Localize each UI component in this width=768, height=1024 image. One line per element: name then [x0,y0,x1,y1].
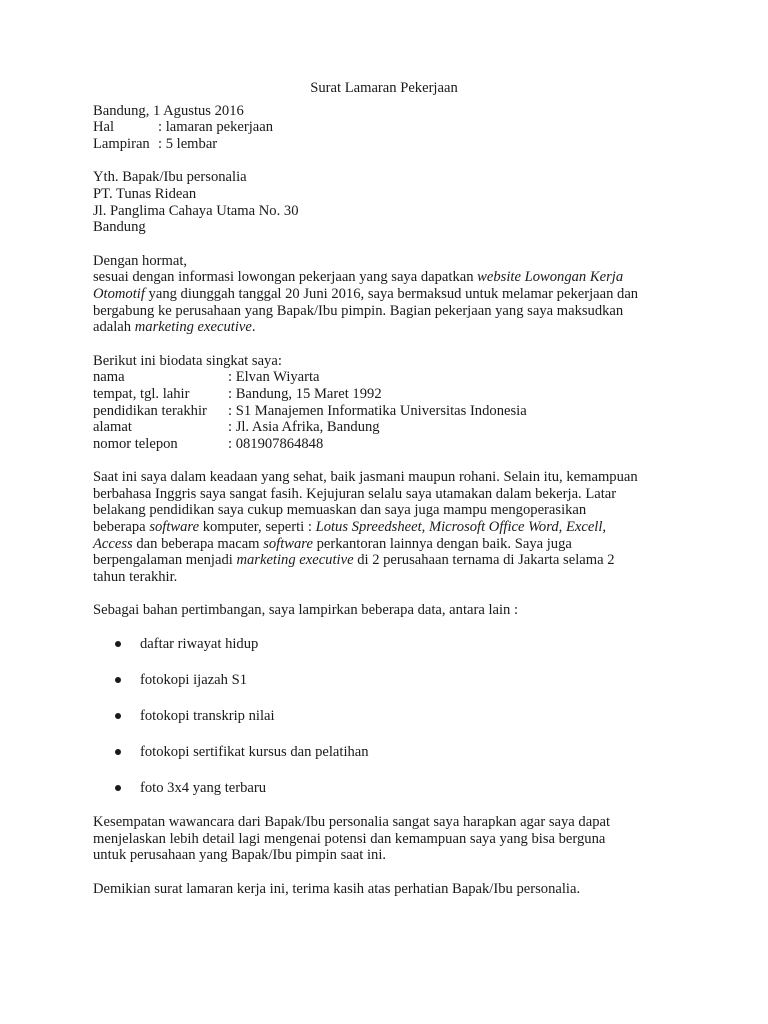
attachments-intro: Sebagai bahan pertimbangan, saya lampirkan beberapa data, antara lain : [93,602,519,619]
attachment-count-value: : 5 lembar [158,135,218,152]
text-run: Saat ini saya dalam keadaan yang sehat, baik jasmani maupun rohani. Selain itu, kemampuan [93,469,638,486]
text-run: berpengalaman menjadi [93,552,237,569]
text-run: , [421,519,429,536]
recipient-line: PT. Tunas Ridean [93,185,197,202]
recipient-line: Bandung [93,219,146,236]
list-item-label: foto 3x4 yang terbaru [140,779,267,796]
text-run: bergabung ke perusahaan yang Bapak/Ibu pimpin. Bagian pekerjaan yang saya maksudkan [93,302,624,319]
text-run: berbahasa Inggris saya sangat fasih. Kejujuran selalu saya utamakan dalam bekerja. Latar [93,485,617,502]
text-run: belakang pendidikan saya cukup memuaskan dan saya juga mampu mengoperasikan [93,502,587,519]
biodata-row [93,403,708,420]
recipient-line: Yth. Bapak/Ibu personalia [93,169,247,186]
text-run: sesuai dengan informasi lowongan pekerjaan yang saya dapatkan [93,269,478,286]
text-run: perkantoran lainnya dengan baik. Saya juga [312,535,572,552]
text-run: adalah [93,319,135,336]
text-run-italic: Otomotif [93,285,145,302]
closing-sentence: Demikian surat lamaran kerja ini, terima kasih atas perhatian Bapak/Ibu personalia. [93,880,581,897]
biodata-row [93,386,708,403]
greeting: Dengan hormat, [93,252,188,269]
text-run-italic: software [149,519,200,536]
text-run: yang diunggah tanggal 20 Juni 2016, saya bermaksud untuk melamar pekerjaan dan [144,285,639,302]
list-item-label: daftar riwayat hidup [140,636,259,653]
text-run: di 2 perusahaan ternama di Jakarta selama 2 [353,552,615,569]
recipient-line: Jl. Panglima Cahaya Utama No. 30 [93,202,299,219]
bullet-icon [115,713,121,719]
biodata-value: : Jl. Asia Afrika, Bandung [228,419,380,436]
subject-label: Hal [93,119,115,136]
interview-paragraph [93,814,708,864]
biodata-label: pendidikan terakhir [93,402,207,419]
attachment-count-label: Lampiran [93,135,150,152]
bullet-icon [115,677,121,683]
attachment-list [93,636,708,797]
text-run-italic: Microsoft Office Word, Excell, [428,519,607,536]
list-item-label: fotokopi ijazah S1 [140,672,248,689]
list-item [115,636,708,653]
text-run-italic: website Lowongan Kerja [477,269,624,286]
text-run: tahun terakhir. [93,568,178,585]
opening-paragraph [93,269,708,335]
text-run-italic: Lotus Spreedsheet [315,519,422,536]
biodata-value: : 081907864848 [228,435,324,452]
text-run: Kesempatan wawancara dari Bapak/Ibu personalia sangat saya harapkan agar saya dapat [93,813,611,830]
list-item [115,744,708,761]
list-item [115,708,708,725]
biodata-value: : S1 Manajemen Informatika Universitas Indonesia [228,402,527,419]
bullet-icon [115,749,121,755]
text-run-italic: software [263,535,313,552]
qualification-paragraph [93,469,708,585]
biodata-row [93,369,708,386]
list-item [115,672,708,689]
biodata-intro: Berikut ini biodata singkat saya: [93,352,282,369]
place-date: Bandung, 1 Agustus 2016 [93,102,244,119]
list-item [115,780,708,797]
bullet-icon [115,785,121,791]
biodata-table [93,369,708,452]
text-run: komputer, seperti : [199,519,316,536]
text-run: beberapa [93,519,150,536]
recipient-block [93,169,708,235]
biodata-label: alamat [93,419,132,436]
biodata-value: : Bandung, 15 Maret 1992 [228,385,382,402]
text-run: dan beberapa macam [132,535,264,552]
biodata-label: nama [93,369,125,386]
text-run: . [251,319,256,336]
text-run: untuk perusahaan yang Bapak/Ibu pimpin saat ini. [93,847,387,864]
subject-row [93,119,708,136]
text-run: menjelaskan lebih detail lagi mengenai potensi dan kemampuan saya yang bisa berguna [93,830,606,847]
subject-value: : lamaran pekerjaan [158,119,274,136]
text-run-italic: marketing executive [134,319,252,336]
list-item-label: fotokopi transkrip nilai [140,708,275,724]
letter-title: Surat Lamaran Pekerjaan [310,80,458,96]
list-item-label: fotokopi sertifikat kursus dan pelatihan [140,743,369,760]
text-run-italic: marketing executive [236,552,354,569]
biodata-value: : Elvan Wiyarta [228,369,320,386]
text-run-italic: Access [93,535,133,552]
biodata-row [93,419,708,436]
biodata-row [93,436,708,453]
attachment-count-row [93,136,708,153]
biodata-label: nomor telepon [93,435,178,452]
biodata-label: tempat, tgl. lahir [93,385,190,402]
bullet-icon [115,641,121,647]
